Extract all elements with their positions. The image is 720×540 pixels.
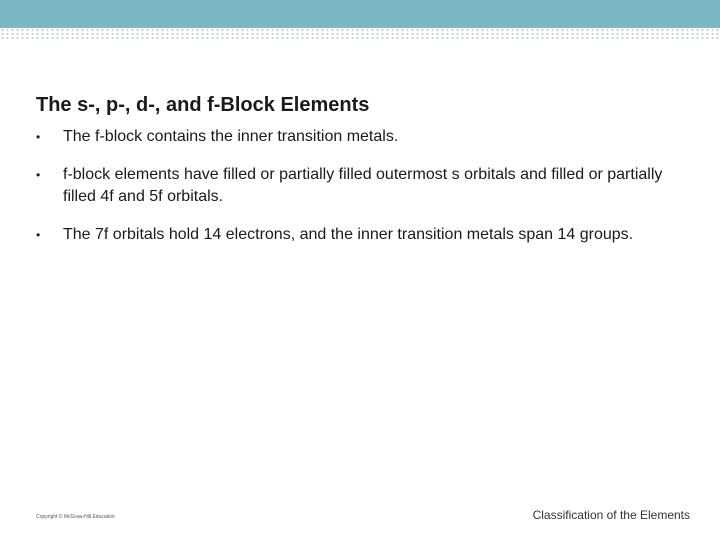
bullet-item — [36, 126, 686, 148]
header-band — [0, 0, 720, 28]
section-label: Classification of the Elements — [532, 508, 690, 522]
header-dot-pattern — [0, 28, 720, 40]
bullet-list — [36, 126, 686, 262]
bullet-text: The 7f orbitals hold 14 electrons, and the inner transition metals span 14 groups. — [63, 226, 634, 243]
bullet-text: The f-block contains the inner transition metals. — [63, 128, 399, 145]
copyright-notice: Copyright © McGraw-Hill Education — [36, 514, 115, 520]
bullet-icon: • — [36, 130, 41, 144]
bullet-item — [36, 164, 686, 208]
bullet-icon: • — [36, 228, 41, 242]
bullet-icon: • — [36, 168, 41, 182]
bullet-item — [36, 224, 686, 246]
slide-title: The s-, p-, d-, and f-Block Elements — [36, 94, 370, 116]
bullet-text: f-block elements have filled or partially filled outermost s orbitals and filled or partially filled 4f and 5f orbitals. — [63, 166, 663, 205]
